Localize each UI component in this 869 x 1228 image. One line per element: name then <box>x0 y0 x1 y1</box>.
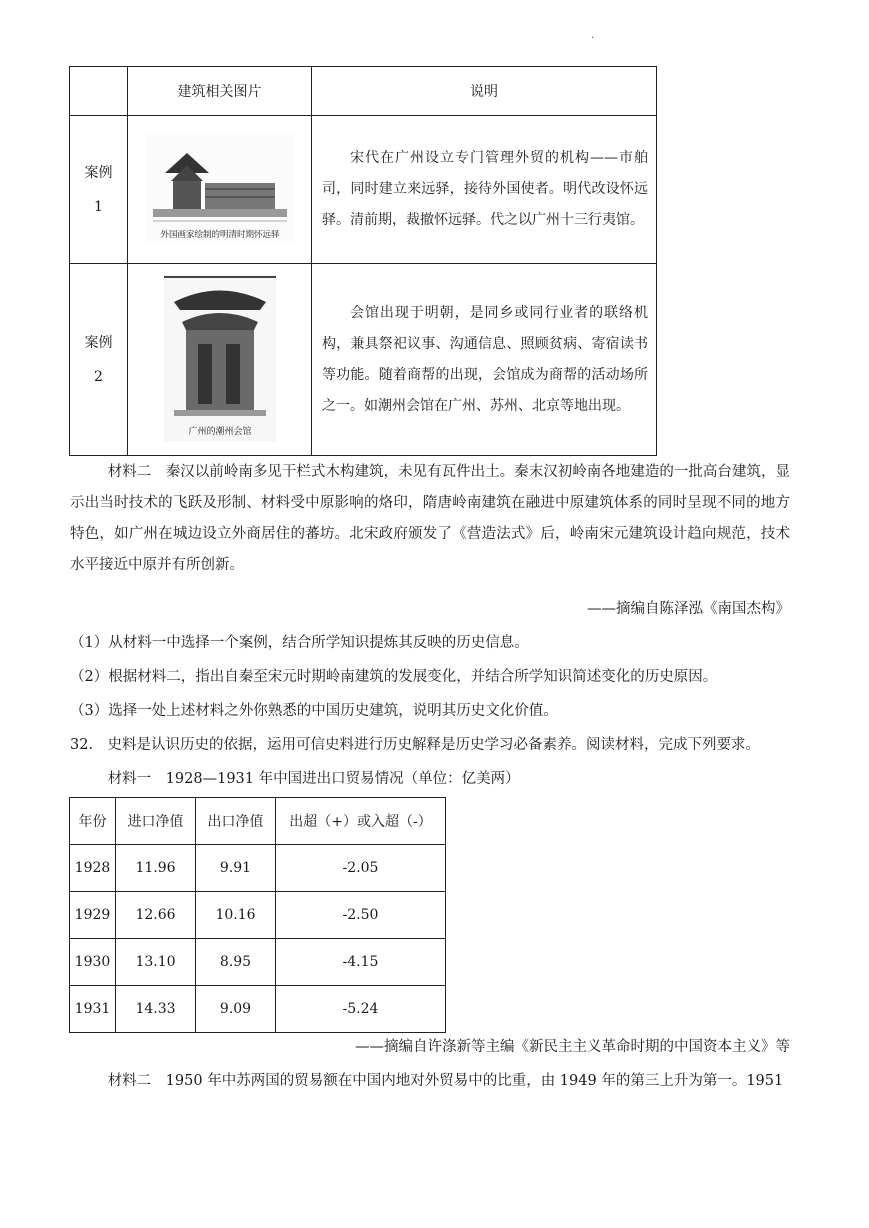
huaiyuan-inn-illustration <box>145 133 295 243</box>
material-two-paragraph: 材料二 秦汉以前岭南多见干栏式木构建筑，未见有瓦件出土。秦末汉初岭南各地建造的一批高台建筑，显示出当时技术的飞跃及形制、材料受中原影响的烙印，隋唐岭南建筑在融进中原建筑体系的同时呈现不同的地方特色，如广州在城边设立外商居住的蕃坊。北宋政府颁发了《营造法式》后，岭南宋元建筑设计趋向规范，技术水平接近中原并有所创新。 <box>70 464 790 573</box>
case-number: 1 <box>94 198 103 215</box>
material-two-b-paragraph: 材料二 1950 年中苏两国的贸易额在中国内地对外贸易中的比重，由 1949 年的第三上升为第一。1951 <box>107 1073 784 1089</box>
balance-cell: -5.24 <box>276 986 446 1033</box>
import-cell: 11.96 <box>116 845 196 892</box>
table-row <box>70 264 657 456</box>
case1-image-cell <box>128 116 312 264</box>
export-cell: 8.95 <box>196 939 276 986</box>
question-3: （3）选择一处上述材料之外你熟悉的中国历史建筑，说明其历史文化价值。 <box>70 703 558 719</box>
case-word: 案例 <box>84 164 113 181</box>
table-row <box>70 986 446 1033</box>
header-export: 出口净值 <box>196 798 276 845</box>
question-32-prompt: 32. 史料是认识历史的依据，运用可信史料进行历史解释是历史学习必备素养。阅读材料，完成下列要求。 <box>70 737 761 753</box>
export-cell: 10.16 <box>196 892 276 939</box>
header-cell-blank <box>70 67 128 116</box>
case2-description: 会馆出现于明朝，是同乡或同行业者的联络机构，兼具祭祀议事、沟通信息、照顾贫病、寄宿读书等功能。随着商帮的出现，会馆成为商帮的活动场所之一。如潮州会馆在广州、苏州、北京等地出现。 <box>312 264 657 456</box>
source-citation-2: ——摘编自许涤新等主编《新民主主义革命时期的中国资本主义》等 <box>355 1039 790 1055</box>
material-one-title: 材料一 1928—1931 年中国进出口贸易情况（单位：亿美两） <box>107 771 520 787</box>
header-cell-desc: 说明 <box>312 67 657 116</box>
architecture-cases-table <box>69 66 657 456</box>
year-cell: 1928 <box>70 845 116 892</box>
page-dot: . <box>591 30 595 41</box>
year-cell: 1930 <box>70 939 116 986</box>
year-cell: 1929 <box>70 892 116 939</box>
table-row <box>70 892 446 939</box>
year-cell: 1931 <box>70 986 116 1033</box>
balance-cell: -2.05 <box>276 845 446 892</box>
export-cell: 9.91 <box>196 845 276 892</box>
case1-image-caption: 外国画家绘制的明清时期怀远驿 <box>159 229 280 240</box>
import-cell: 14.33 <box>116 986 196 1033</box>
header-year: 年份 <box>70 798 116 845</box>
table-row <box>70 845 446 892</box>
case-label <box>70 116 128 264</box>
case-number: 2 <box>94 368 103 385</box>
table-header-row <box>70 798 446 845</box>
case2-image-cell <box>128 264 312 456</box>
case2-image-caption: 广州的潮州会馆 <box>187 426 252 437</box>
header-import: 进口净值 <box>116 798 196 845</box>
question-1: （1）从材料一中选择一个案例，结合所学知识提炼其反映的历史信息。 <box>70 635 529 651</box>
table-header-row <box>70 67 657 116</box>
table-row <box>70 939 446 986</box>
chaozhou-guildhall-illustration <box>164 274 276 442</box>
header-balance: 出超（+）或入超（-） <box>276 798 446 845</box>
export-cell: 9.09 <box>196 986 276 1033</box>
import-cell: 13.10 <box>116 939 196 986</box>
case-word: 案例 <box>84 334 113 351</box>
balance-cell: -2.50 <box>276 892 446 939</box>
case1-description: 宋代在广州设立专门管理外贸的机构——市舶司，同时建立来远驿，接待外国使者。明代改设怀远驿。清前期，裁撤怀远驿。代之以广州十三行夷馆。 <box>312 116 657 264</box>
trade-table <box>69 797 446 1033</box>
header-cell-image: 建筑相关图片 <box>128 67 312 116</box>
table-row <box>70 116 657 264</box>
import-cell: 12.66 <box>116 892 196 939</box>
case-label <box>70 264 128 456</box>
balance-cell: -4.15 <box>276 939 446 986</box>
source-citation-1: ——摘编自陈泽泓《南国杰构》 <box>587 601 790 617</box>
question-2: （2）根据材料二，指出自秦至宋元时期岭南建筑的发展变化，并结合所学知识简述变化的历史原因。 <box>70 669 718 685</box>
